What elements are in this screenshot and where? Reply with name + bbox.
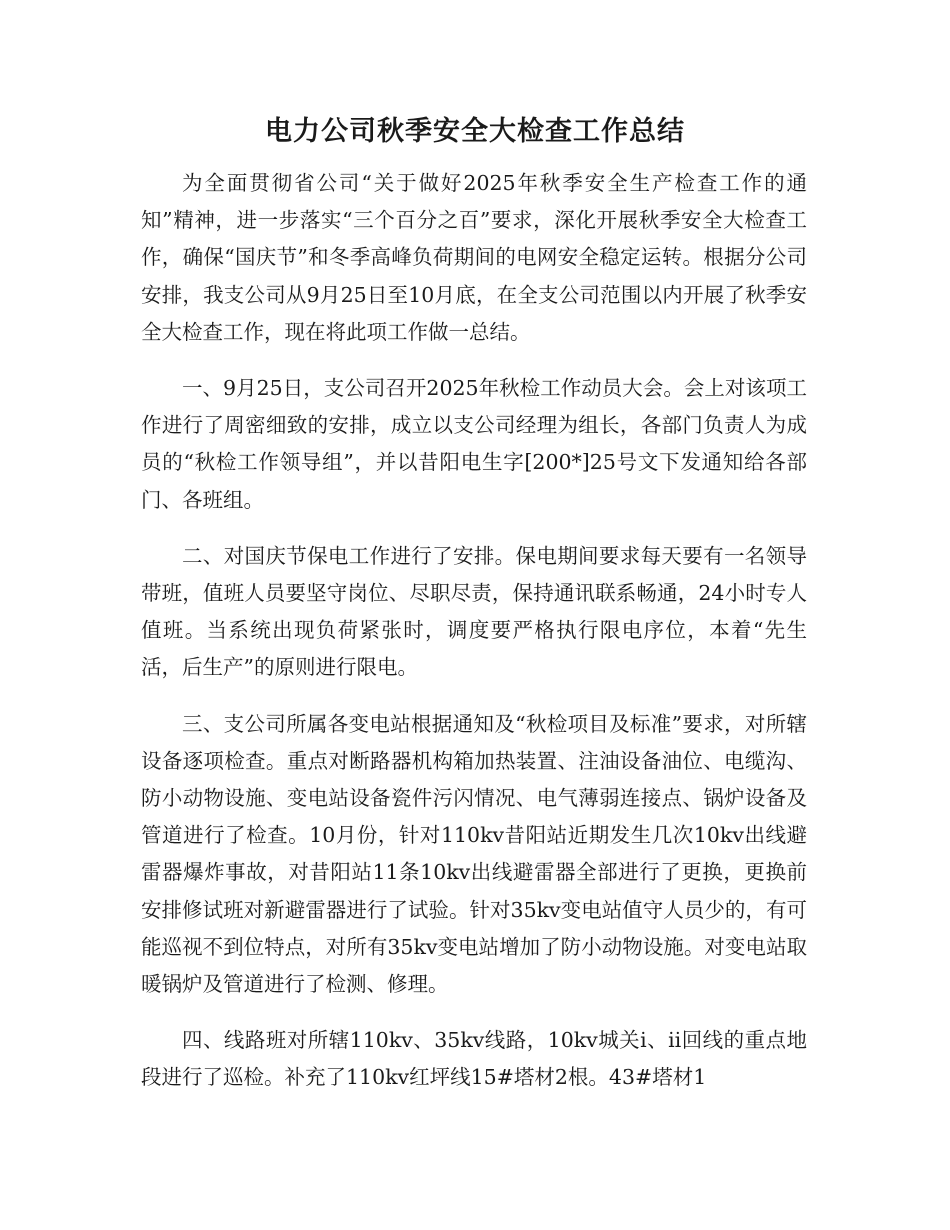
document-body	[141, 165, 807, 1116]
paragraph-4: 四、线路班对所辖110kv、35kv线路，10kv城关ⅰ、ⅱ回线的重点地段进行了巡检。补充了110kv红坪线15#塔材2根。43#塔材1	[141, 1028, 807, 1090]
paragraph-intro: 为全面贯彻省公司“关于做好2025年秋季安全生产检查工作的通知”精神，进一步落实“三个百分之百”要求，深化开展秋季安全大检查工作，确保“国庆节”和冬季高峰负荷期间的电网安全稳定运转。根据分公司安排，我支公司从9月25日至10月底，在全支公司范围以内开展了秋季安全大检查工作，现在将此项工作做一总结。	[141, 171, 807, 344]
paragraph-2: 二、对国庆节保电工作进行了安排。保电期间要求每天要有一名领导带班，值班人员要坚守岗位、尽职尽责，保持通讯联系畅通，24小时专人值班。当系统出现负荷紧张时，调度要严格执行限电序位，本着“先生活，后生产”的原则进行限电。	[141, 543, 807, 680]
paragraph-1: 一、9月25日，支公司召开2025年秋检工作动员大会。会上对该项工作进行了周密细致的安排，成立以支公司经理为组长，各部门负责人为成员的“秋检工作领导组”，并以昔阳电生字[200*]25号文下发通知给各部门、各班组。	[141, 376, 807, 512]
paragraph-3: 三、支公司所属各变电站根据通知及“秋检项目及标准”要求，对所辖设备逐项检查。重点对断路器机构箱加热装置、注油设备油位、电缆沟、防小动物设施、变电站设备瓷件污闪情况、电气薄弱连接点、锅炉设备及管道进行了检查。10月份，针对110kv昔阳站近期发生几次10kv出线避雷器爆炸事故，对昔阳站11条10kv出线避雷器全部进行了更换，更换前安排修试班对新避雷器进行了试验。针对35kv变电站值守人员少的，有可能巡视不到位特点，对所有35kv变电站增加了防小动物设施。对变电站取暖锅炉及管道进行了检测、修理。	[141, 711, 807, 997]
document-title: 电力公司秋季安全大检查工作总结	[265, 116, 685, 147]
